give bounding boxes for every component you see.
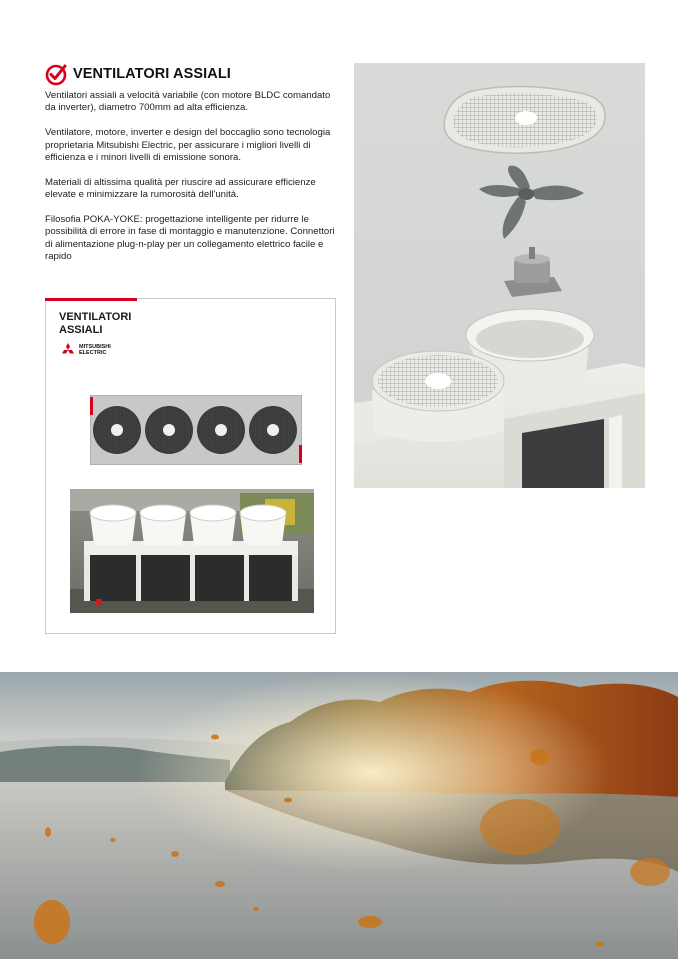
unit-photo — [70, 489, 314, 613]
logo-line2: ELECTRIC — [79, 350, 107, 356]
autumn-lake-photo — [0, 672, 678, 959]
paragraph-technology: Ventilatore, motore, inverter e design del boccaglio sono tecnologia proprietaria Mitsubishi Electric, per assicurare i migliori livelli di efficienza e i minori livelli di emissione sonora. — [45, 127, 331, 164]
section-title: VENTILATORI ASSIALI — [73, 66, 231, 82]
paragraph-poka-yoke: Filosofia POKA-YOKE: progettazione intelligente per ridurre le possibilità di errore in fase di montaggio e manutenzione. Connettori di alimentazione plug-n-play per un collegamento elettrico facile e rapido — [45, 214, 335, 263]
mitsubishi-diamonds-icon — [60, 343, 76, 357]
paragraph-materials: Materiali di altissima qualità per riuscire ad assicurare efficienze elevate e minimizzare la rumorosità dell'unità. — [45, 176, 316, 201]
top-grille — [444, 86, 605, 153]
unit-top-view — [90, 395, 302, 465]
paragraph-fans: Ventilatori assiali a velocità variabile (con motore BLDC comandato da inverter), diametro 700mm ad alta efficienza. — [45, 90, 331, 114]
left-fan-shroud — [372, 351, 504, 442]
product-card — [45, 298, 336, 634]
card-title-line2: ASSIALI — [59, 324, 103, 336]
mitsubishi-logo — [60, 343, 111, 357]
logo-line1: MITSUBISHI — [79, 344, 111, 350]
fan-exploded-illustration — [354, 63, 645, 488]
card-title-line1: VENTILATORI — [59, 311, 132, 323]
card-title — [59, 311, 131, 337]
check-circle-icon — [45, 62, 69, 86]
card-accent-bar — [45, 298, 137, 301]
section-body — [45, 90, 340, 276]
section-heading — [45, 62, 231, 86]
